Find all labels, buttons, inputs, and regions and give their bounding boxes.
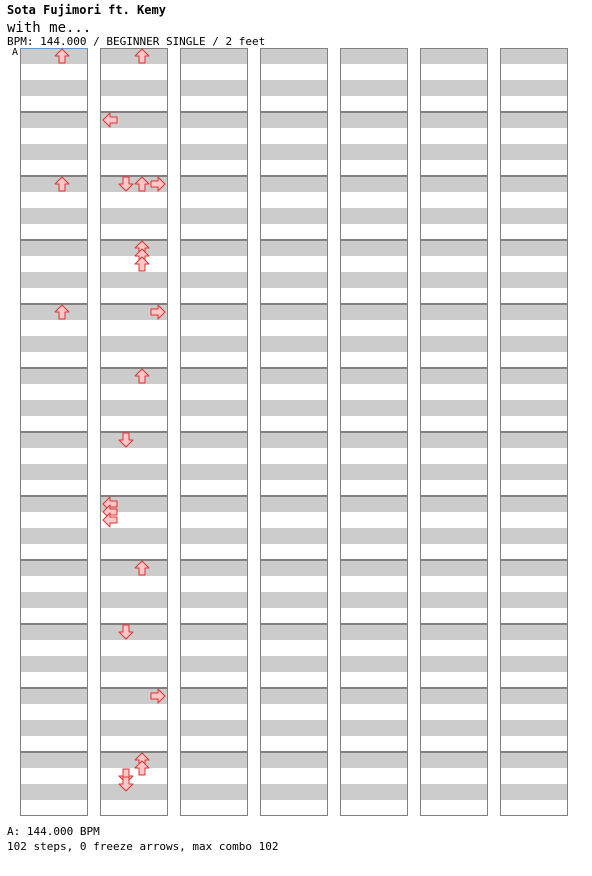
measure (420, 752, 488, 816)
beat-band (20, 624, 88, 640)
beat-band (420, 528, 488, 544)
beat-band (340, 240, 408, 256)
beat-band (500, 656, 568, 672)
beat-band (20, 368, 88, 384)
beat-band (20, 432, 88, 448)
beat-band (180, 112, 248, 128)
measure (500, 496, 568, 560)
measure (260, 752, 328, 816)
measure (500, 560, 568, 624)
measure (340, 560, 408, 624)
beat-band (420, 176, 488, 192)
beat-band (180, 656, 248, 672)
beat-band (100, 240, 168, 256)
beat-band (340, 464, 408, 480)
beat-band (180, 368, 248, 384)
beat-band (420, 400, 488, 416)
beat-band (20, 272, 88, 288)
beat-band (500, 144, 568, 160)
beat-band (260, 336, 328, 352)
beat-band (500, 112, 568, 128)
beat-band (20, 336, 88, 352)
measure (20, 240, 88, 304)
measure (260, 560, 328, 624)
measure (260, 432, 328, 496)
beat-band (500, 272, 568, 288)
beat-band (100, 752, 168, 768)
beat-band (100, 432, 168, 448)
beat-band (340, 720, 408, 736)
beat-band (180, 560, 248, 576)
beat-band (260, 48, 328, 64)
beat-band (20, 176, 88, 192)
beat-band (180, 720, 248, 736)
measure (420, 560, 488, 624)
beat-band (420, 720, 488, 736)
measure (420, 304, 488, 368)
measure (340, 48, 408, 112)
beat-band (500, 240, 568, 256)
beat-band (500, 336, 568, 352)
beat-band (340, 112, 408, 128)
beat-band (420, 592, 488, 608)
beat-band (500, 80, 568, 96)
beat-band (340, 304, 408, 320)
beat-band (180, 48, 248, 64)
beat-band (180, 272, 248, 288)
beat-band (260, 560, 328, 576)
beat-band (20, 112, 88, 128)
beat-band (260, 528, 328, 544)
measure (260, 688, 328, 752)
beat-band (20, 464, 88, 480)
measure (420, 688, 488, 752)
beat-band (180, 496, 248, 512)
beat-band (260, 656, 328, 672)
beat-band (180, 464, 248, 480)
beat-band (260, 304, 328, 320)
beat-band (100, 272, 168, 288)
beat-band (340, 176, 408, 192)
beat-band (500, 208, 568, 224)
beat-band (340, 560, 408, 576)
beat-band (100, 48, 168, 64)
beat-band (180, 528, 248, 544)
beat-band (500, 624, 568, 640)
measure (20, 112, 88, 176)
measure (20, 688, 88, 752)
measure (500, 48, 568, 112)
beat-band (420, 368, 488, 384)
measure (20, 432, 88, 496)
beat-band (180, 784, 248, 800)
measure (420, 112, 488, 176)
beat-band (500, 368, 568, 384)
beat-band (100, 400, 168, 416)
beat-band (100, 208, 168, 224)
measure (500, 688, 568, 752)
measure (100, 432, 168, 496)
measure (340, 176, 408, 240)
beat-band (100, 464, 168, 480)
measure (340, 432, 408, 496)
beat-band (420, 336, 488, 352)
beat-band (180, 144, 248, 160)
song-title: with me... (7, 20, 92, 36)
beat-band (260, 432, 328, 448)
beat-band (340, 208, 408, 224)
beat-band (20, 304, 88, 320)
beat-band (260, 752, 328, 768)
beat-band (500, 720, 568, 736)
beat-band (100, 80, 168, 96)
measure (500, 432, 568, 496)
beat-band (100, 336, 168, 352)
beat-band (420, 784, 488, 800)
beat-band (260, 464, 328, 480)
footer-bpm: A: 144.000 BPM (7, 825, 100, 838)
measure (20, 560, 88, 624)
beat-band (420, 432, 488, 448)
measure (20, 624, 88, 688)
beat-band (340, 496, 408, 512)
beat-band (260, 368, 328, 384)
measure (420, 496, 488, 560)
beat-band (500, 400, 568, 416)
beat-band (20, 80, 88, 96)
beat-band (180, 336, 248, 352)
measure (500, 624, 568, 688)
beat-band (20, 560, 88, 576)
measure (340, 304, 408, 368)
beat-band (420, 272, 488, 288)
beat-band (500, 592, 568, 608)
beat-band (340, 624, 408, 640)
measure (260, 624, 328, 688)
measure (180, 240, 248, 304)
beat-band (420, 496, 488, 512)
measure (180, 560, 248, 624)
beat-band (180, 688, 248, 704)
beat-band (100, 144, 168, 160)
beat-band (500, 784, 568, 800)
beat-band (340, 752, 408, 768)
beat-band (420, 464, 488, 480)
measure (260, 112, 328, 176)
beat-band (20, 208, 88, 224)
measure (420, 368, 488, 432)
beat-band (260, 592, 328, 608)
measure (20, 752, 88, 816)
beat-band (20, 720, 88, 736)
measure (180, 48, 248, 112)
measure (500, 368, 568, 432)
beat-band (500, 560, 568, 576)
beat-band (20, 784, 88, 800)
measure (340, 688, 408, 752)
beat-band (180, 432, 248, 448)
beat-band (420, 304, 488, 320)
beat-band (420, 112, 488, 128)
beat-band (180, 208, 248, 224)
beat-band (260, 144, 328, 160)
beat-band (500, 304, 568, 320)
measure (420, 432, 488, 496)
beat-band (340, 336, 408, 352)
beat-band (100, 720, 168, 736)
beat-band (260, 784, 328, 800)
measure (180, 752, 248, 816)
beat-band (340, 368, 408, 384)
beat-band (260, 624, 328, 640)
beat-band (500, 176, 568, 192)
beat-band (20, 592, 88, 608)
measure (420, 624, 488, 688)
measure (340, 752, 408, 816)
measure (260, 304, 328, 368)
chart-info: BPM: 144.000 / BEGINNER SINGLE / 2 feet (7, 35, 266, 48)
beat-band (420, 80, 488, 96)
beat-band (500, 48, 568, 64)
beat-band (340, 80, 408, 96)
measure (340, 496, 408, 560)
beat-band (340, 592, 408, 608)
beat-band (180, 592, 248, 608)
beat-band (420, 688, 488, 704)
measure (180, 112, 248, 176)
measure (420, 176, 488, 240)
beat-band (180, 80, 248, 96)
beat-band (100, 528, 168, 544)
measure (20, 304, 88, 368)
beat-band (420, 240, 488, 256)
measure (20, 48, 88, 112)
measure (260, 240, 328, 304)
beat-band (180, 400, 248, 416)
beat-band (20, 656, 88, 672)
beat-band (500, 688, 568, 704)
beat-band (340, 528, 408, 544)
beat-band (340, 48, 408, 64)
measure (500, 752, 568, 816)
beat-band (500, 752, 568, 768)
beat-band (500, 528, 568, 544)
beat-band (100, 592, 168, 608)
beat-band (500, 432, 568, 448)
measure (500, 112, 568, 176)
measure (20, 496, 88, 560)
beat-band (420, 144, 488, 160)
beat-band (500, 496, 568, 512)
measure (180, 688, 248, 752)
beat-band (260, 240, 328, 256)
beat-band (20, 496, 88, 512)
measure (180, 496, 248, 560)
beat-band (100, 368, 168, 384)
beat-band (20, 144, 88, 160)
bpm-marker-label: A (12, 47, 19, 58)
measure (260, 48, 328, 112)
measure (180, 176, 248, 240)
beat-band (100, 560, 168, 576)
beat-band (100, 784, 168, 800)
beat-band (420, 624, 488, 640)
beat-band (340, 272, 408, 288)
measure (420, 48, 488, 112)
measure (260, 176, 328, 240)
measure (180, 624, 248, 688)
beat-band (180, 752, 248, 768)
measure (100, 368, 168, 432)
beat-band (340, 400, 408, 416)
measure (20, 368, 88, 432)
beat-band (260, 112, 328, 128)
beat-band (20, 752, 88, 768)
measure (20, 176, 88, 240)
beat-band (260, 688, 328, 704)
beat-band (100, 624, 168, 640)
measure (100, 560, 168, 624)
beat-band (420, 752, 488, 768)
measure (500, 176, 568, 240)
measure (340, 368, 408, 432)
beat-band (20, 240, 88, 256)
beat-band (20, 688, 88, 704)
beat-band (20, 400, 88, 416)
footer-stats: 102 steps, 0 freeze arrows, max combo 102 (7, 840, 279, 853)
measure (100, 48, 168, 112)
beat-band (20, 48, 88, 64)
beat-band (500, 464, 568, 480)
beat-band (340, 656, 408, 672)
measure (500, 304, 568, 368)
measure (260, 368, 328, 432)
measure (420, 240, 488, 304)
measure (180, 368, 248, 432)
beat-band (420, 656, 488, 672)
beat-band (260, 496, 328, 512)
beat-band (180, 624, 248, 640)
beat-band (100, 656, 168, 672)
song-artist: Sota Fujimori ft. Kemy (7, 3, 166, 17)
beat-band (420, 48, 488, 64)
beat-band (180, 304, 248, 320)
beat-band (260, 720, 328, 736)
beat-band (260, 400, 328, 416)
measure (340, 112, 408, 176)
beat-band (420, 208, 488, 224)
beat-band (340, 784, 408, 800)
beat-band (180, 176, 248, 192)
beat-band (260, 176, 328, 192)
measure (100, 752, 168, 816)
beat-band (180, 240, 248, 256)
beat-band (260, 208, 328, 224)
beat-band (420, 560, 488, 576)
measure (100, 624, 168, 688)
measure (340, 240, 408, 304)
measure (500, 240, 568, 304)
measure (180, 432, 248, 496)
beat-band (260, 80, 328, 96)
measure (180, 304, 248, 368)
measure (340, 624, 408, 688)
beat-band (340, 688, 408, 704)
beat-band (340, 144, 408, 160)
beat-band (20, 528, 88, 544)
beat-band (340, 432, 408, 448)
beat-band (260, 272, 328, 288)
measure (260, 496, 328, 560)
measure (100, 240, 168, 304)
